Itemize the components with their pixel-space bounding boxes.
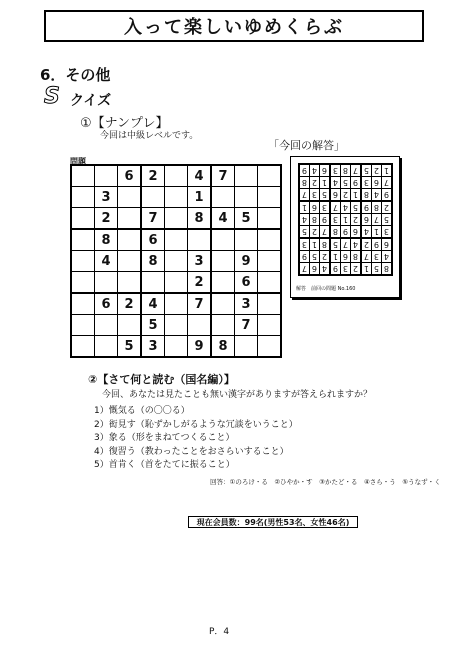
puzzle-cell: 3 [141, 336, 165, 358]
q2-subtitle: 今回、あなたは見たことも無い漢字がありますが答えられますか？ [102, 390, 373, 400]
puzzle-cell [258, 251, 282, 272]
puzzle-cell [71, 251, 95, 272]
answer-cell: 4 [310, 164, 320, 177]
puzzle-cell [165, 229, 188, 251]
puzzle-cell [165, 208, 188, 230]
answer-cell: 4 [372, 189, 382, 202]
puzzle-cell: 3 [95, 187, 118, 208]
answer-cell: 8 [382, 263, 393, 276]
answer-cell: 2 [361, 238, 372, 251]
sudoku-answer-grid [298, 163, 393, 276]
answer-cell: 6 [320, 164, 331, 177]
puzzle-cell: 3 [235, 293, 258, 315]
member-count-box: 現在会員数：99名(男性53名、女性46名) [188, 516, 358, 528]
answer-cell: 4 [330, 177, 341, 189]
puzzle-cell: 5 [141, 315, 165, 336]
puzzle-cell [118, 187, 142, 208]
answer-cell: 6 [382, 238, 393, 251]
puzzle-cell [258, 229, 282, 251]
answer-row [299, 226, 392, 239]
q2-heading: ②【さて何と読む（国名編）】 [88, 373, 235, 386]
answer-cell: 3 [341, 263, 351, 276]
answer-row [299, 251, 392, 263]
puzzle-cell [258, 272, 282, 294]
answer-cell: 5 [341, 177, 351, 189]
puzzle-label: 問題 [70, 157, 86, 166]
answer-cell: 9 [341, 226, 351, 239]
puzzle-cell: 5 [118, 336, 142, 358]
answer-cell: 6 [361, 214, 372, 226]
puzzle-cell: 6 [235, 272, 258, 294]
answer-cell: 2 [351, 214, 362, 226]
answer-cell: 4 [320, 263, 331, 276]
puzzle-cell: 9 [235, 251, 258, 272]
answer-cell: 1 [372, 226, 382, 239]
answer-cell: 9 [351, 177, 362, 189]
q2-item: 2）衒見す（恥ずかしがるような冗談をいうこと） [94, 419, 298, 430]
puzzle-cell [211, 272, 235, 294]
puzzle-cell: 2 [188, 272, 212, 294]
answer-cell: 8 [330, 226, 341, 239]
answer-cell: 8 [299, 177, 310, 189]
q2-item: 3）象る（形をまねてつくること） [94, 433, 235, 443]
puzzle-cell: 8 [188, 208, 212, 230]
puzzle-cell [118, 272, 142, 294]
answer-cell: 9 [320, 214, 331, 226]
answer-cell: 7 [330, 201, 341, 214]
puzzle-cell [258, 208, 282, 230]
q2-item: 5）首肯く（首をたてに振ること） [94, 460, 235, 470]
puzzle-cell [235, 336, 258, 358]
puzzle-cell: 3 [188, 251, 212, 272]
puzzle-cell [258, 336, 282, 358]
puzzle-cell: 7 [235, 315, 258, 336]
puzzle-cell [165, 251, 188, 272]
puzzle-cell: 5 [235, 208, 258, 230]
puzzle-cell [188, 315, 212, 336]
puzzle-cell [211, 251, 235, 272]
answer-cell: 6 [310, 263, 320, 276]
puzzle-row [71, 272, 281, 294]
answer-cell: 3 [299, 238, 310, 251]
puzzle-cell [71, 187, 95, 208]
answer-cell: 9 [372, 238, 382, 251]
answer-cell: 3 [382, 226, 393, 239]
answer-cell: 6 [310, 201, 320, 214]
answer-cell: 9 [330, 263, 341, 276]
puzzle-cell [188, 229, 212, 251]
answer-cell: 1 [341, 214, 351, 226]
puzzle-cell: 7 [211, 165, 235, 187]
answer-row [299, 238, 392, 251]
puzzle-cell: 6 [141, 229, 165, 251]
answer-cell: 3 [372, 251, 382, 263]
puzzle-cell: 2 [95, 208, 118, 230]
answer-cell: 7 [351, 164, 362, 177]
answer-cell: 5 [382, 214, 393, 226]
q2-question-list [94, 405, 298, 473]
answer-cell: 6 [330, 189, 341, 202]
puzzle-cell [258, 293, 282, 315]
page-number: P．4 [209, 627, 230, 637]
q1-heading: ①【ナンプレ】 [80, 116, 169, 131]
puzzle-cell [235, 187, 258, 208]
puzzle-cell [118, 208, 142, 230]
puzzle-cell [211, 187, 235, 208]
puzzle-cell: 9 [188, 336, 212, 358]
puzzle-cell [141, 272, 165, 294]
answer-cell: 8 [341, 164, 351, 177]
answer-cell: 1 [299, 201, 310, 214]
sudoku-puzzle-grid [70, 164, 282, 358]
puzzle-cell [95, 336, 118, 358]
puzzle-cell: 6 [118, 165, 142, 187]
answer-cell: 3 [330, 214, 341, 226]
puzzle-cell [258, 165, 282, 187]
answer-cell: 1 [310, 238, 320, 251]
puzzle-cell [211, 315, 235, 336]
puzzle-cell [71, 229, 95, 251]
puzzle-cell [118, 229, 142, 251]
puzzle-row [71, 293, 281, 315]
puzzle-cell [165, 272, 188, 294]
answer-cell: 7 [372, 214, 382, 226]
puzzle-cell [71, 208, 95, 230]
puzzle-cell [118, 315, 142, 336]
q2-answer-line: 回答：①のろけ・る ②ひやか・す ③かたど・る ④さら・う ⑤うなず・く [210, 478, 441, 486]
answer-cell: 7 [382, 177, 393, 189]
answer-cell: 1 [361, 263, 372, 276]
answer-cell: 3 [361, 177, 372, 189]
answer-cell: 2 [310, 226, 320, 239]
puzzle-cell: 4 [211, 208, 235, 230]
puzzle-cell [118, 251, 142, 272]
answer-cell: 5 [351, 201, 362, 214]
puzzle-cell: 2 [118, 293, 142, 315]
answer-cell: 1 [330, 251, 341, 263]
answer-cell: 4 [341, 201, 351, 214]
puzzle-row [71, 315, 281, 336]
puzzle-cell [95, 272, 118, 294]
answer-row [299, 214, 392, 226]
answer-cell: 2 [382, 201, 393, 214]
puzzle-cell [71, 165, 95, 187]
puzzle-cell [258, 187, 282, 208]
puzzle-cell [141, 187, 165, 208]
answer-cell: 2 [341, 189, 351, 202]
section-title: 6．その他 [40, 66, 111, 84]
answer-cell: 1 [351, 189, 362, 202]
answer-cell: 2 [351, 263, 362, 276]
answer-cell: 7 [299, 189, 310, 202]
puzzle-cell [165, 293, 188, 315]
answer-cell: 3 [320, 201, 331, 214]
puzzle-cell: 8 [211, 336, 235, 358]
puzzle-cell: 4 [188, 165, 212, 187]
answer-cell: 4 [361, 226, 372, 239]
quiz-s-icon: S [44, 84, 60, 109]
puzzle-row [71, 336, 281, 358]
puzzle-cell [165, 315, 188, 336]
puzzle-row [71, 251, 281, 272]
puzzle-row [71, 187, 281, 208]
answer-cell: 2 [310, 177, 320, 189]
answer-cell: 1 [382, 164, 393, 177]
q1-subtitle: 今回は中級レベルです。 [100, 131, 199, 141]
puzzle-cell [71, 293, 95, 315]
puzzle-cell [165, 336, 188, 358]
puzzle-cell: 7 [141, 208, 165, 230]
answer-heading: 「今回の解答」 [268, 139, 345, 152]
answer-row [299, 201, 392, 214]
answer-cell: 8 [320, 238, 331, 251]
puzzle-cell [71, 315, 95, 336]
answer-cell: 9 [299, 251, 310, 263]
puzzle-row [71, 165, 281, 187]
answer-row [299, 177, 392, 189]
answer-cell: 9 [382, 189, 393, 202]
puzzle-cell: 6 [95, 293, 118, 315]
puzzle-cell: 7 [188, 293, 212, 315]
answer-cell: 6 [351, 226, 362, 239]
answer-cell: 1 [320, 177, 331, 189]
puzzle-cell [235, 229, 258, 251]
answer-cell: 8 [372, 201, 382, 214]
answer-cell: 8 [310, 214, 320, 226]
puzzle-cell [211, 293, 235, 315]
answer-cell: 6 [341, 251, 351, 263]
answer-row [299, 164, 392, 177]
puzzle-cell [95, 315, 118, 336]
q2-item: 4）復習う（教わったことをおさらいすること） [94, 446, 289, 457]
puzzle-row [71, 229, 281, 251]
answer-footer: 解答 前回の問題 No.160 [296, 286, 356, 292]
puzzle-cell: 4 [95, 251, 118, 272]
page-title: 入って楽しいゆめくらぶ [44, 10, 424, 42]
answer-cell: 6 [372, 177, 382, 189]
answer-cell: 7 [361, 251, 372, 263]
q2-item: 1）慨気る（の〇〇る） [94, 406, 190, 416]
answer-cell: 4 [382, 251, 393, 263]
puzzle-cell: 4 [141, 293, 165, 315]
answer-cell: 8 [351, 251, 362, 263]
answer-cell: 2 [372, 164, 382, 177]
answer-cell: 3 [310, 189, 320, 202]
answer-cell: 5 [361, 164, 372, 177]
answer-cell: 5 [330, 238, 341, 251]
answer-cell: 7 [299, 263, 310, 276]
puzzle-cell: 2 [141, 165, 165, 187]
answer-cell: 9 [299, 164, 310, 177]
answer-cell: 7 [320, 226, 331, 239]
answer-cell: 4 [351, 238, 362, 251]
answer-cell: 8 [361, 189, 372, 202]
puzzle-row [71, 208, 281, 230]
quiz-label: クイズ [70, 93, 112, 109]
puzzle-cell: 8 [95, 229, 118, 251]
answer-row [299, 263, 392, 276]
answer-cell: 2 [320, 251, 331, 263]
answer-cell: 3 [330, 164, 341, 177]
puzzle-cell [71, 272, 95, 294]
answer-cell: 9 [361, 201, 372, 214]
puzzle-cell [235, 165, 258, 187]
puzzle-cell [165, 165, 188, 187]
answer-cell: 5 [299, 226, 310, 239]
puzzle-cell [71, 336, 95, 358]
puzzle-cell [211, 229, 235, 251]
answer-cell: 5 [310, 251, 320, 263]
answer-cell: 5 [320, 189, 331, 202]
puzzle-cell [165, 187, 188, 208]
puzzle-cell [95, 165, 118, 187]
puzzle-cell [258, 315, 282, 336]
puzzle-cell: 1 [188, 187, 212, 208]
answer-cell: 5 [372, 263, 382, 276]
answer-row [299, 189, 392, 202]
puzzle-cell: 8 [141, 251, 165, 272]
answer-cell: 7 [341, 238, 351, 251]
answer-cell: 4 [299, 214, 310, 226]
